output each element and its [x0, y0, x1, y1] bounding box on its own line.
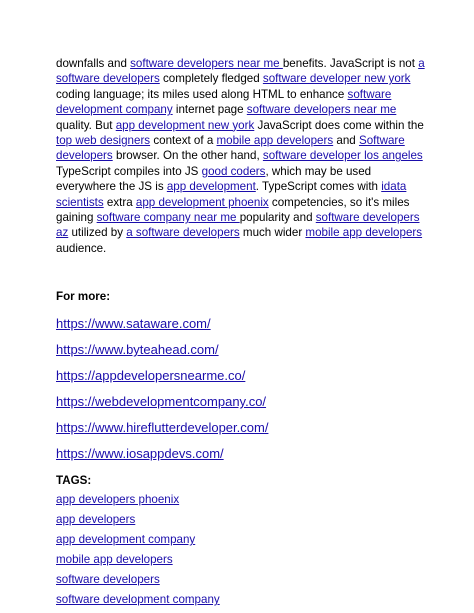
paragraph-text: much wider [239, 226, 306, 240]
inline-link[interactable]: software developer los angeles [262, 149, 423, 163]
inline-link[interactable]: good coders [201, 164, 266, 178]
paragraph-text: competencies, so it's miles gaining [56, 195, 410, 225]
inline-link[interactable]: app development [166, 180, 256, 194]
inline-link[interactable]: software developers near me [130, 57, 283, 70]
for-more-link-list [56, 316, 426, 461]
tag-link[interactable]: software developers [56, 573, 160, 587]
paragraph-text: utilized by [68, 226, 127, 240]
paragraph-text: and [333, 134, 359, 148]
inline-link[interactable]: mobile app developers [216, 134, 334, 148]
for-more-link-item [56, 368, 426, 383]
inline-link[interactable]: app development new york [115, 118, 255, 132]
paragraph-text: audience. [56, 241, 107, 255]
paragraph-text: internet page [172, 103, 247, 117]
hireflutterdeveloper-link[interactable]: https://www.hireflutterdeveloper.com/ [56, 420, 269, 436]
paragraph-text: completely fledged [159, 72, 263, 86]
inline-link[interactable]: software developers near me [246, 103, 397, 117]
document-page [56, 56, 426, 607]
paragraph-text: coding language; its miles used along HTML to enhance [56, 87, 348, 101]
paragraph-text: context of a [150, 134, 217, 148]
tag-item [56, 573, 426, 587]
inline-link[interactable]: top web designers [56, 134, 151, 148]
inline-link[interactable]: software company near me [96, 211, 240, 225]
tag-item [56, 493, 426, 507]
tag-item [56, 593, 426, 607]
paragraph-text: popularity and [239, 211, 316, 225]
inline-link[interactable]: a software developers [126, 226, 240, 240]
tag-link[interactable]: app development company [56, 533, 196, 547]
byteahead-link[interactable]: https://www.byteahead.com/ [56, 342, 219, 358]
paragraph-text: benefits. JavaScript is not [282, 57, 419, 70]
for-more-heading: For more: [56, 290, 111, 304]
paragraph-text: . TypeScript comes with [255, 180, 382, 194]
appdevelopersnearme-link[interactable]: https://appdevelopersnearme.co/ [56, 368, 246, 384]
sataware-link[interactable]: https://www.sataware.com/ [56, 316, 211, 332]
tag-list [56, 493, 426, 607]
tag-item [56, 513, 426, 527]
for-more-link-item [56, 394, 426, 409]
for-more-link-item [56, 446, 426, 461]
for-more-link-item [56, 316, 426, 331]
tag-link[interactable]: app developers phoenix [56, 493, 180, 507]
paragraph-text: downfalls and [56, 57, 131, 70]
for-more-link-item [56, 342, 426, 357]
inline-link[interactable]: a software developers [56, 57, 425, 86]
paragraph-text: JavaScript does come within the [254, 118, 424, 132]
body-paragraph [56, 56, 426, 256]
inline-link[interactable]: app development phoenix [135, 195, 269, 209]
tag-link[interactable]: app developers [56, 513, 136, 527]
inline-link[interactable]: Software developers [56, 134, 405, 163]
for-more-link-item [56, 420, 426, 435]
paragraph-text: extra [103, 195, 136, 209]
tag-link[interactable]: mobile app developers [56, 553, 173, 567]
paragraph-text: browser. On the other hand, [112, 149, 263, 163]
paragraph-text: , which may be used everywhere the JS is [56, 164, 372, 194]
inline-link[interactable]: mobile app developers [305, 226, 423, 240]
inline-link[interactable]: idata scientists [56, 180, 407, 209]
webdevelopmentcompany-link[interactable]: https://webdevelopmentcompany.co/ [56, 394, 267, 410]
tag-item [56, 553, 426, 567]
paragraph-text: TypeScript compiles into JS [56, 164, 202, 178]
iosappdevs-link[interactable]: https://www.iosappdevs.com/ [56, 446, 224, 462]
tag-link[interactable]: software development company [56, 593, 220, 607]
inline-link[interactable]: software development company [56, 87, 392, 117]
inline-link[interactable]: software developers az [56, 211, 420, 240]
tags-heading: TAGS: [56, 474, 92, 488]
inline-link[interactable]: software developer new york [262, 72, 411, 86]
paragraph-text: quality. But [56, 118, 116, 132]
tag-item [56, 533, 426, 547]
